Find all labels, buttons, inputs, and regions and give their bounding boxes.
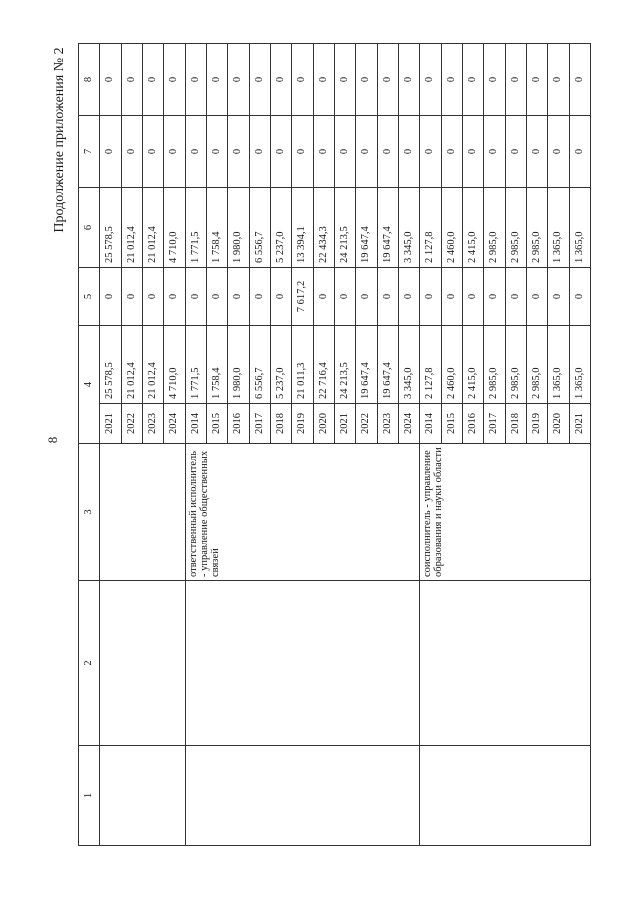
year-cell: 2017	[249, 404, 270, 444]
value-cell: 0	[249, 268, 270, 326]
column-header: 1	[79, 746, 100, 846]
value-cell: 4 710,0	[164, 326, 185, 404]
value-cell: 0	[505, 44, 526, 116]
value-cell: 2 985,0	[526, 326, 547, 404]
value-cell: 2 985,0	[484, 188, 505, 268]
value-cell: 7 617,2	[292, 268, 313, 326]
value-cell: 0	[228, 116, 249, 188]
value-cell: 0	[548, 268, 569, 326]
value-cell: 0	[441, 44, 462, 116]
value-cell: 5 237,0	[270, 188, 291, 268]
value-cell: 2 460,0	[441, 188, 462, 268]
value-cell: 2 985,0	[526, 188, 547, 268]
value-cell: 1 980,0	[228, 326, 249, 404]
value-cell: 0	[313, 116, 334, 188]
value-cell: 2 985,0	[505, 326, 526, 404]
value-cell: 19 647,4	[356, 326, 377, 404]
year-cell: 2019	[526, 404, 547, 444]
budget-table	[78, 43, 591, 846]
value-cell: 0	[356, 44, 377, 116]
value-cell: 5 237,0	[270, 326, 291, 404]
value-cell: 1 771,5	[185, 326, 206, 404]
value-cell: 0	[548, 116, 569, 188]
value-cell: 0	[228, 268, 249, 326]
value-cell: 24 213,5	[334, 188, 355, 268]
year-cell: 2021	[569, 404, 590, 444]
value-cell: 0	[505, 116, 526, 188]
column-header: 4	[79, 326, 100, 444]
value-cell: 0	[164, 116, 185, 188]
page-number: 8	[45, 436, 60, 444]
value-cell: 0	[270, 116, 291, 188]
value-cell: 19 647,4	[377, 188, 398, 268]
value-cell: 0	[420, 268, 441, 326]
value-cell: 2 127,8	[420, 326, 441, 404]
year-cell: 2020	[548, 404, 569, 444]
value-cell: 0	[206, 268, 227, 326]
column-header: 7	[79, 116, 100, 188]
year-cell: 2024	[164, 404, 185, 444]
value-cell: 0	[441, 116, 462, 188]
header-row	[79, 44, 100, 846]
value-cell: 0	[292, 44, 313, 116]
value-cell: 4 710,0	[164, 188, 185, 268]
value-cell: 0	[206, 44, 227, 116]
value-cell: 6 556,7	[249, 326, 270, 404]
value-cell: 0	[121, 268, 142, 326]
value-cell: 0	[121, 44, 142, 116]
value-cell: 0	[121, 116, 142, 188]
value-cell: 0	[142, 268, 163, 326]
value-cell: 2 985,0	[505, 188, 526, 268]
year-cell: 2020	[313, 404, 334, 444]
appendix-continuation-title: Продолжение приложения № 2	[52, 47, 67, 233]
value-cell: 21 012,4	[121, 188, 142, 268]
column-header: 5	[79, 268, 100, 326]
value-cell: 21 012,4	[121, 326, 142, 404]
year-cell: 2017	[484, 404, 505, 444]
value-cell: 0	[398, 44, 419, 116]
value-cell: 1 771,5	[185, 188, 206, 268]
value-cell: 0	[100, 44, 121, 116]
value-cell: 24 213,5	[334, 326, 355, 404]
value-cell: 0	[398, 268, 419, 326]
value-cell: 0	[441, 268, 462, 326]
value-cell: 0	[185, 116, 206, 188]
value-cell: 0	[420, 116, 441, 188]
value-cell: 0	[526, 44, 547, 116]
value-cell: 21 012,4	[142, 188, 163, 268]
value-cell: 2 415,0	[462, 326, 483, 404]
empty-cell	[185, 746, 420, 846]
value-cell: 0	[462, 44, 483, 116]
value-cell: 1 365,0	[569, 188, 590, 268]
value-cell: 0	[185, 44, 206, 116]
value-cell: 0	[548, 44, 569, 116]
column-header: 6	[79, 188, 100, 268]
value-cell: 0	[228, 44, 249, 116]
value-cell: 2 415,0	[462, 188, 483, 268]
value-cell: 0	[526, 116, 547, 188]
column-header: 3	[79, 444, 100, 581]
value-cell: 0	[377, 268, 398, 326]
year-cell: 2022	[356, 404, 377, 444]
year-cell: 2022	[121, 404, 142, 444]
year-cell: 2021	[334, 404, 355, 444]
value-cell: 0	[462, 268, 483, 326]
value-cell: 0	[377, 116, 398, 188]
value-cell: 0	[185, 268, 206, 326]
value-cell: 0	[505, 268, 526, 326]
value-cell: 21 012,4	[142, 326, 163, 404]
column-header: 8	[79, 44, 100, 116]
value-cell: 25 578,5	[100, 326, 121, 404]
value-cell: 6 556,7	[249, 188, 270, 268]
value-cell: 0	[164, 44, 185, 116]
empty-cell	[420, 746, 591, 846]
value-cell: 1 980,0	[228, 188, 249, 268]
table-row	[185, 44, 206, 846]
value-cell: 0	[249, 44, 270, 116]
value-cell: 0	[292, 116, 313, 188]
value-cell: 19 647,4	[356, 188, 377, 268]
empty-cell	[100, 581, 185, 746]
value-cell: 0	[334, 116, 355, 188]
year-cell: 2016	[228, 404, 249, 444]
value-cell: 0	[398, 116, 419, 188]
value-cell: 0	[569, 268, 590, 326]
year-cell: 2019	[292, 404, 313, 444]
value-cell: 0	[462, 116, 483, 188]
value-cell: 1 758,4	[206, 326, 227, 404]
value-cell: 1 365,0	[548, 326, 569, 404]
value-cell: 0	[484, 268, 505, 326]
value-cell: 0	[100, 268, 121, 326]
value-cell: 1 758,4	[206, 188, 227, 268]
empty-cell	[185, 581, 420, 746]
year-cell: 2023	[142, 404, 163, 444]
value-cell: 25 578,5	[100, 188, 121, 268]
value-cell: 0	[270, 44, 291, 116]
year-cell: 2015	[441, 404, 462, 444]
value-cell: 2 460,0	[441, 326, 462, 404]
value-cell: 0	[526, 268, 547, 326]
table-row	[420, 44, 441, 846]
value-cell: 2 127,8	[420, 188, 441, 268]
value-cell: 2 985,0	[484, 326, 505, 404]
executor-label: ответственный исполнитель - управление общественных связей	[185, 444, 420, 581]
year-cell: 2014	[420, 404, 441, 444]
empty-cell	[100, 746, 185, 846]
year-cell: 2016	[462, 404, 483, 444]
value-cell: 0	[164, 268, 185, 326]
value-cell: 0	[142, 116, 163, 188]
value-cell: 3 345,0	[398, 188, 419, 268]
executor-label	[100, 444, 185, 581]
value-cell: 21 011,3	[292, 326, 313, 404]
value-cell: 0	[377, 44, 398, 116]
value-cell: 0	[249, 116, 270, 188]
executor-label: соисполнитель - управление образования и науки области	[420, 444, 591, 581]
value-cell: 0	[484, 44, 505, 116]
value-cell: 1 365,0	[548, 188, 569, 268]
year-cell: 2024	[398, 404, 419, 444]
value-cell: 0	[569, 44, 590, 116]
value-cell: 0	[313, 268, 334, 326]
value-cell: 0	[313, 44, 334, 116]
year-cell: 2018	[505, 404, 526, 444]
year-cell: 2021	[100, 404, 121, 444]
year-cell: 2014	[185, 404, 206, 444]
value-cell: 19 647,4	[377, 326, 398, 404]
value-cell: 3 345,0	[398, 326, 419, 404]
value-cell: 0	[100, 116, 121, 188]
value-cell: 0	[569, 116, 590, 188]
value-cell: 0	[270, 268, 291, 326]
table-row	[100, 44, 121, 846]
table-body	[79, 44, 591, 846]
value-cell: 0	[420, 44, 441, 116]
year-cell: 2015	[206, 404, 227, 444]
value-cell: 0	[484, 116, 505, 188]
year-cell: 2018	[270, 404, 291, 444]
value-cell: 0	[334, 44, 355, 116]
value-cell: 0	[206, 116, 227, 188]
empty-cell	[420, 581, 591, 746]
value-cell: 22 434,3	[313, 188, 334, 268]
value-cell: 1 365,0	[569, 326, 590, 404]
column-header: 2	[79, 581, 100, 746]
year-cell: 2023	[377, 404, 398, 444]
value-cell: 13 394,1	[292, 188, 313, 268]
value-cell: 0	[356, 116, 377, 188]
value-cell: 22 716,4	[313, 326, 334, 404]
budget-table-sheet	[78, 44, 590, 846]
value-cell: 0	[142, 44, 163, 116]
value-cell: 0	[356, 268, 377, 326]
value-cell: 0	[334, 268, 355, 326]
